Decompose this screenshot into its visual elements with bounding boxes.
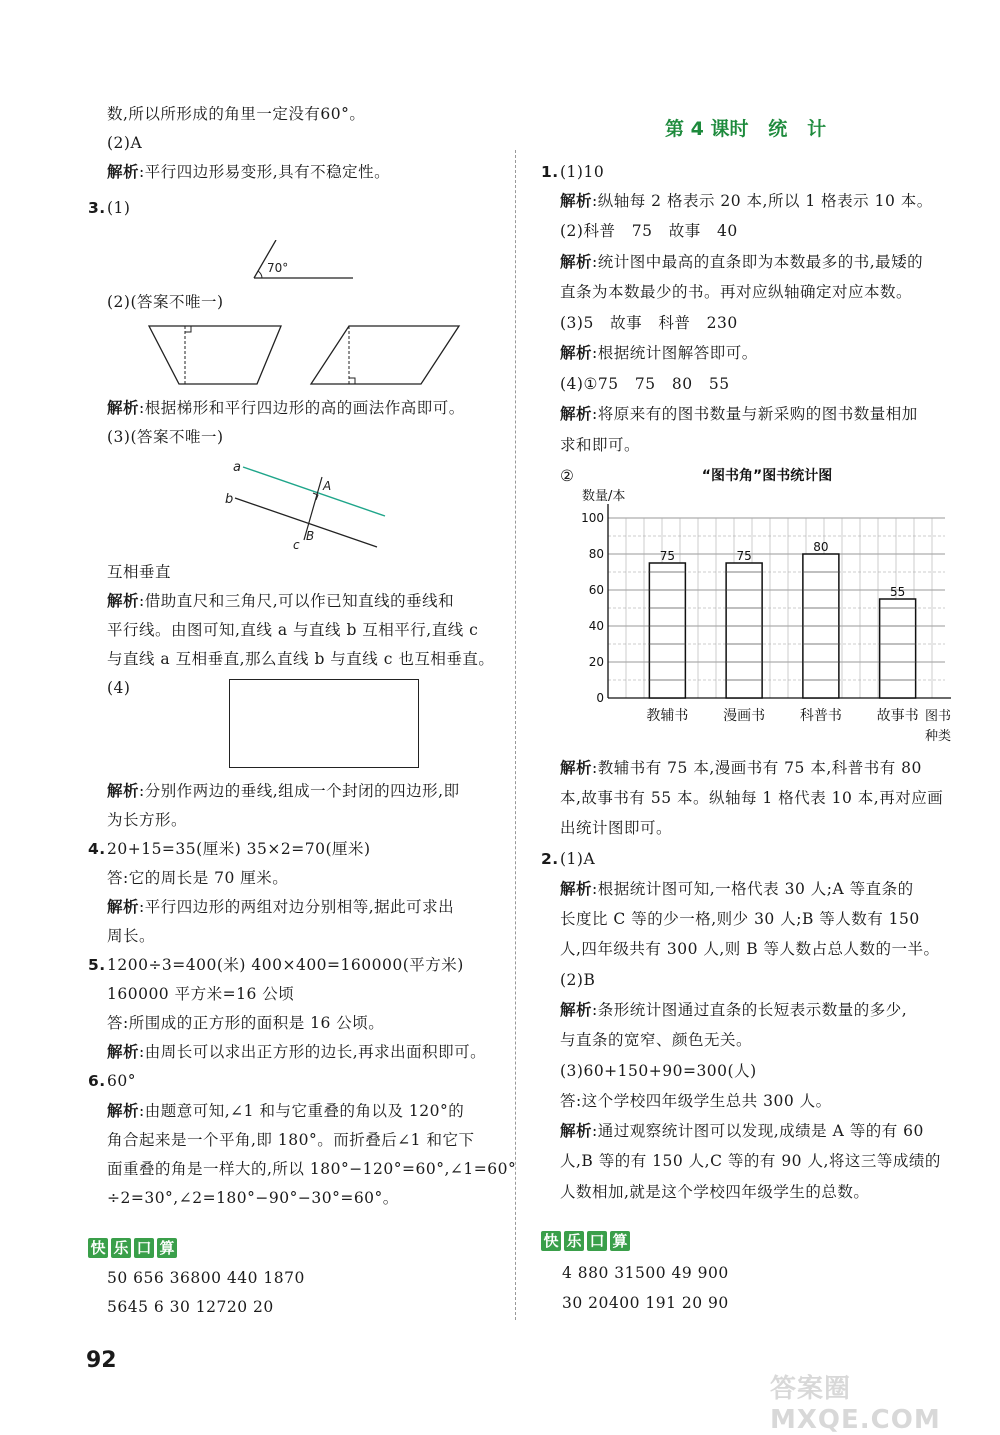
analysis-7-line2: 角合起来是一个平角,即 180°。而折叠后∠1 和它下 [107, 1131, 475, 1149]
category-label: 漫画书 [723, 708, 766, 724]
analysis-label: 解析 [107, 1042, 140, 1061]
analysis-label: 解析 [560, 1121, 593, 1140]
parallelogram-shape [311, 326, 459, 384]
r-analysis-4-line2: 求和即可。 [560, 436, 641, 454]
q4-number: 4. [88, 840, 106, 858]
trapezoid-shape [149, 326, 281, 384]
analysis-3-line1 [107, 591, 454, 611]
r-analysis-8-line2: 人,B 等的有 150 人,C 等的有 90 人,将这三等成绩的 [560, 1152, 941, 1170]
q3-part1: (1) [107, 199, 131, 217]
r-analysis-2-line1 [560, 252, 923, 272]
r-analysis-4-line1 [560, 404, 918, 424]
analysis-3-line3: 与直线 a 互相垂直,那么直线 b 与直线 c 也互相垂直。 [107, 650, 495, 668]
point-b-label: B [306, 529, 315, 543]
analysis-label: 解析 [107, 1101, 140, 1120]
analysis-7-line1 [107, 1101, 464, 1121]
mental-calc-line1: 50 656 36800 440 1870 [107, 1269, 305, 1287]
analysis-text: :借助直尺和三角尺,可以作已知直线的垂线和 [139, 592, 455, 610]
bar-value-label: 55 [889, 585, 906, 599]
right-angle-mark [349, 378, 355, 384]
mental-calc-line2: 5645 6 30 12720 20 [107, 1298, 274, 1316]
q1-part3: (3)5 故事 科普 230 [560, 314, 738, 332]
q2-part3-answer: 答:这个学校四年级学生总共 300 人。 [560, 1092, 832, 1110]
analysis-label: 解析 [560, 1000, 593, 1019]
analysis-label: 解析 [560, 252, 593, 271]
analysis-text: :平行四边形的两组对边分别相等,据此可求出 [139, 898, 455, 916]
left-line-2: (2)A [107, 134, 143, 152]
bar-value-label: 80 [813, 540, 829, 554]
analysis-label: 解析 [560, 879, 593, 898]
y-tick-label: 0 [596, 691, 604, 705]
category-label: 教辅书 [646, 708, 689, 724]
analysis-text: :根据统计图可知,一格代表 30 人;A 等直条的 [592, 880, 914, 898]
bar-value-label: 75 [736, 549, 752, 563]
r-analysis-8-line3: 人数相加,就是这个学校四年级学生的总数。 [560, 1183, 870, 1201]
chart-bars [649, 540, 915, 698]
analysis-label: 解析 [560, 343, 593, 362]
bar [649, 563, 685, 698]
badge-char: 乐 [111, 1238, 131, 1258]
angle-arc [258, 271, 262, 278]
y-tick-label: 60 [588, 583, 604, 597]
category-label: 故事书 [876, 708, 919, 724]
y-tick-label: 40 [588, 619, 604, 633]
r-analysis-6-line2: 长度比 C 等的少一格,则少 30 人;B 等人数有 150 [560, 910, 920, 928]
bar-value-label: 75 [659, 549, 676, 563]
analysis-1 [107, 162, 390, 182]
analysis-5-line1 [107, 897, 454, 917]
analysis-6 [107, 1042, 486, 1062]
analysis-7-line4: ÷2=30°,∠2=180°−90°−30°=60°。 [107, 1189, 399, 1207]
analysis-label: 解析 [107, 591, 140, 610]
point-a-label: A [323, 479, 332, 493]
q1-part2: (2)科普 75 故事 40 [560, 222, 738, 240]
right-angle-mark [185, 326, 191, 332]
q2-number: 2. [541, 850, 559, 868]
analysis-text: :由题意可知,∠1 和与它重叠的角以及 120°的 [139, 1102, 465, 1120]
badge-char: 算 [157, 1238, 177, 1258]
analysis-text: :根据梯形和平行四边形的高的画法作高即可。 [139, 399, 465, 417]
bar [880, 599, 916, 698]
y-tick-label: 20 [588, 655, 604, 669]
chart-categories [646, 707, 918, 724]
analysis-5-line2: 周长。 [107, 927, 156, 945]
analysis-text: :纵轴每 2 格表示 20 本,所以 1 格表示 10 本。 [592, 192, 933, 210]
section-title: 第 4 课时 统 计 [665, 118, 827, 140]
badge-char: 口 [587, 1231, 607, 1251]
analysis-label: 解析 [107, 897, 140, 916]
q1-part1: (1)10 [560, 163, 605, 181]
analysis-3-line2: 平行线。由图可知,直线 a 与直线 b 互相平行,直线 c [107, 621, 479, 639]
analysis-label: 解析 [107, 162, 140, 181]
analysis-7-line3: 面重叠的角是一样大的,所以 180°−120°=60°,∠1=60° [107, 1160, 517, 1178]
angle-diagram [240, 240, 360, 285]
q2-part3: (3)60+150+90=300(人) [560, 1062, 757, 1080]
analysis-text: :通过观察统计图可以发现,成绩是 A 等的有 60 [592, 1122, 924, 1140]
badge-char: 算 [610, 1231, 630, 1251]
q3-part3: (3)(答案不唯一) [107, 428, 224, 446]
analysis-label: 解析 [560, 191, 593, 210]
circled-2: ② [560, 467, 575, 485]
kuaile-kousuan-badge [541, 1231, 633, 1251]
line-c-label: c [293, 538, 300, 552]
q4-line2: 答:它的周长是 70 厘米。 [107, 869, 289, 887]
q5-number: 5. [88, 956, 106, 974]
q6-number: 6. [88, 1072, 106, 1090]
bar [726, 563, 762, 698]
watermark: 答案圈 MXQE.COM [770, 1374, 941, 1435]
analysis-label: 解析 [560, 758, 593, 777]
r-analysis-6-line1 [560, 879, 914, 899]
badge-char: 快 [541, 1231, 561, 1251]
r-analysis-7-line1 [560, 1000, 907, 1020]
chart-y-ticks [581, 511, 604, 705]
analysis-4-line1 [107, 781, 460, 801]
r-analysis-1 [560, 191, 933, 211]
q2-part1: (1)A [560, 850, 596, 868]
q5-line3: 答:所围成的正方形的面积是 16 公顷。 [107, 1014, 385, 1032]
perpendicular-answer: 互相垂直 [107, 563, 172, 581]
y-tick-label: 100 [581, 511, 604, 525]
analysis-text: :分别作两边的垂线,组成一个封闭的四边形,即 [139, 782, 460, 800]
badge-char: 乐 [564, 1231, 584, 1251]
r-analysis-6-line3: 人,四年级共有 300 人,则 B 等人数占总人数的一半。 [560, 940, 940, 958]
r-analysis-8-line1 [560, 1121, 924, 1141]
line-a-label: a [233, 460, 241, 475]
category-label: 科普书 [799, 708, 842, 724]
line-b-label: b [225, 492, 234, 507]
trapezoid-parallelogram-diagram [145, 322, 465, 388]
chart-y-axis-label: 数量/本 [582, 489, 626, 504]
r-analysis-5-line2: 本,故事书有 55 本。纵轴每 1 格代表 10 本,再对应画 [560, 789, 944, 807]
r-analysis-7-line2: 与直条的宽窄、颜色无关。 [560, 1031, 753, 1049]
r-mental-calc-line2: 30 20400 191 20 90 [562, 1294, 729, 1312]
analysis-label: 解析 [107, 398, 140, 417]
analysis-label: 解析 [560, 404, 593, 423]
q3-part4: (4) [107, 679, 131, 697]
analysis-2 [107, 398, 465, 418]
column-divider [515, 150, 516, 1320]
analysis-text: :根据统计图解答即可。 [592, 344, 758, 362]
r-analysis-5-line1 [560, 758, 922, 778]
badge-char: 快 [88, 1238, 108, 1258]
y-tick-label: 80 [588, 547, 604, 561]
r-analysis-5-line3: 出统计图即可。 [560, 819, 673, 837]
analysis-label: 解析 [107, 781, 140, 800]
book-bar-chart [560, 462, 965, 752]
analysis-text: :将原来有的图书数量与新采购的图书数量相加 [592, 405, 918, 423]
analysis-text: :教辅书有 75 本,漫画书有 75 本,科普书有 80 [592, 759, 922, 777]
r-analysis-3 [560, 343, 758, 363]
kuaile-kousuan-badge [88, 1238, 180, 1258]
chart-x-axis-label: 图书 [924, 709, 952, 724]
analysis-text: :统计图中最高的直条即为本数最多的书,最矮的 [592, 253, 924, 271]
q2-part2: (2)B [560, 971, 596, 989]
angle-label: 70° [267, 261, 289, 275]
badge-char: 口 [134, 1238, 154, 1258]
analysis-text: :平行四边形易变形,具有不稳定性。 [139, 163, 391, 181]
r-analysis-2-line2: 直条为本数最少的书。再对应纵轴确定对应本数。 [560, 283, 913, 301]
q1-part4: (4)①75 75 80 55 [560, 375, 730, 393]
rectangle-drawing [229, 679, 419, 768]
analysis-text: :条形统计图通过直条的长短表示数量的多少, [592, 1001, 908, 1019]
q5-line1: 1200÷3=400(米) 400×400=160000(平方米) [107, 956, 464, 974]
q3-part2: (2)(答案不唯一) [107, 293, 224, 311]
chart-x-axis-label: 种类 [924, 729, 952, 744]
q6-answer: 60° [107, 1072, 136, 1090]
parallel-lines-diagram [225, 455, 395, 555]
analysis-4-line2: 为长方形。 [107, 811, 188, 829]
r-mental-calc-line1: 4 880 31500 49 900 [562, 1264, 729, 1282]
q3-number: 3. [88, 199, 106, 217]
q1-number: 1. [541, 163, 559, 181]
analysis-text: :由周长可以求出正方形的边长,再求出面积即可。 [139, 1043, 487, 1061]
chart-title: “图书角”图书统计图 [701, 468, 833, 484]
q5-line2: 160000 平方米=16 公顷 [107, 985, 295, 1003]
q4-line1: 20+15=35(厘米) 35×2=70(厘米) [107, 840, 371, 858]
page-number: 92 [86, 1348, 117, 1373]
left-line-1: 数,所以所形成的角里一定没有60°。 [107, 105, 366, 123]
